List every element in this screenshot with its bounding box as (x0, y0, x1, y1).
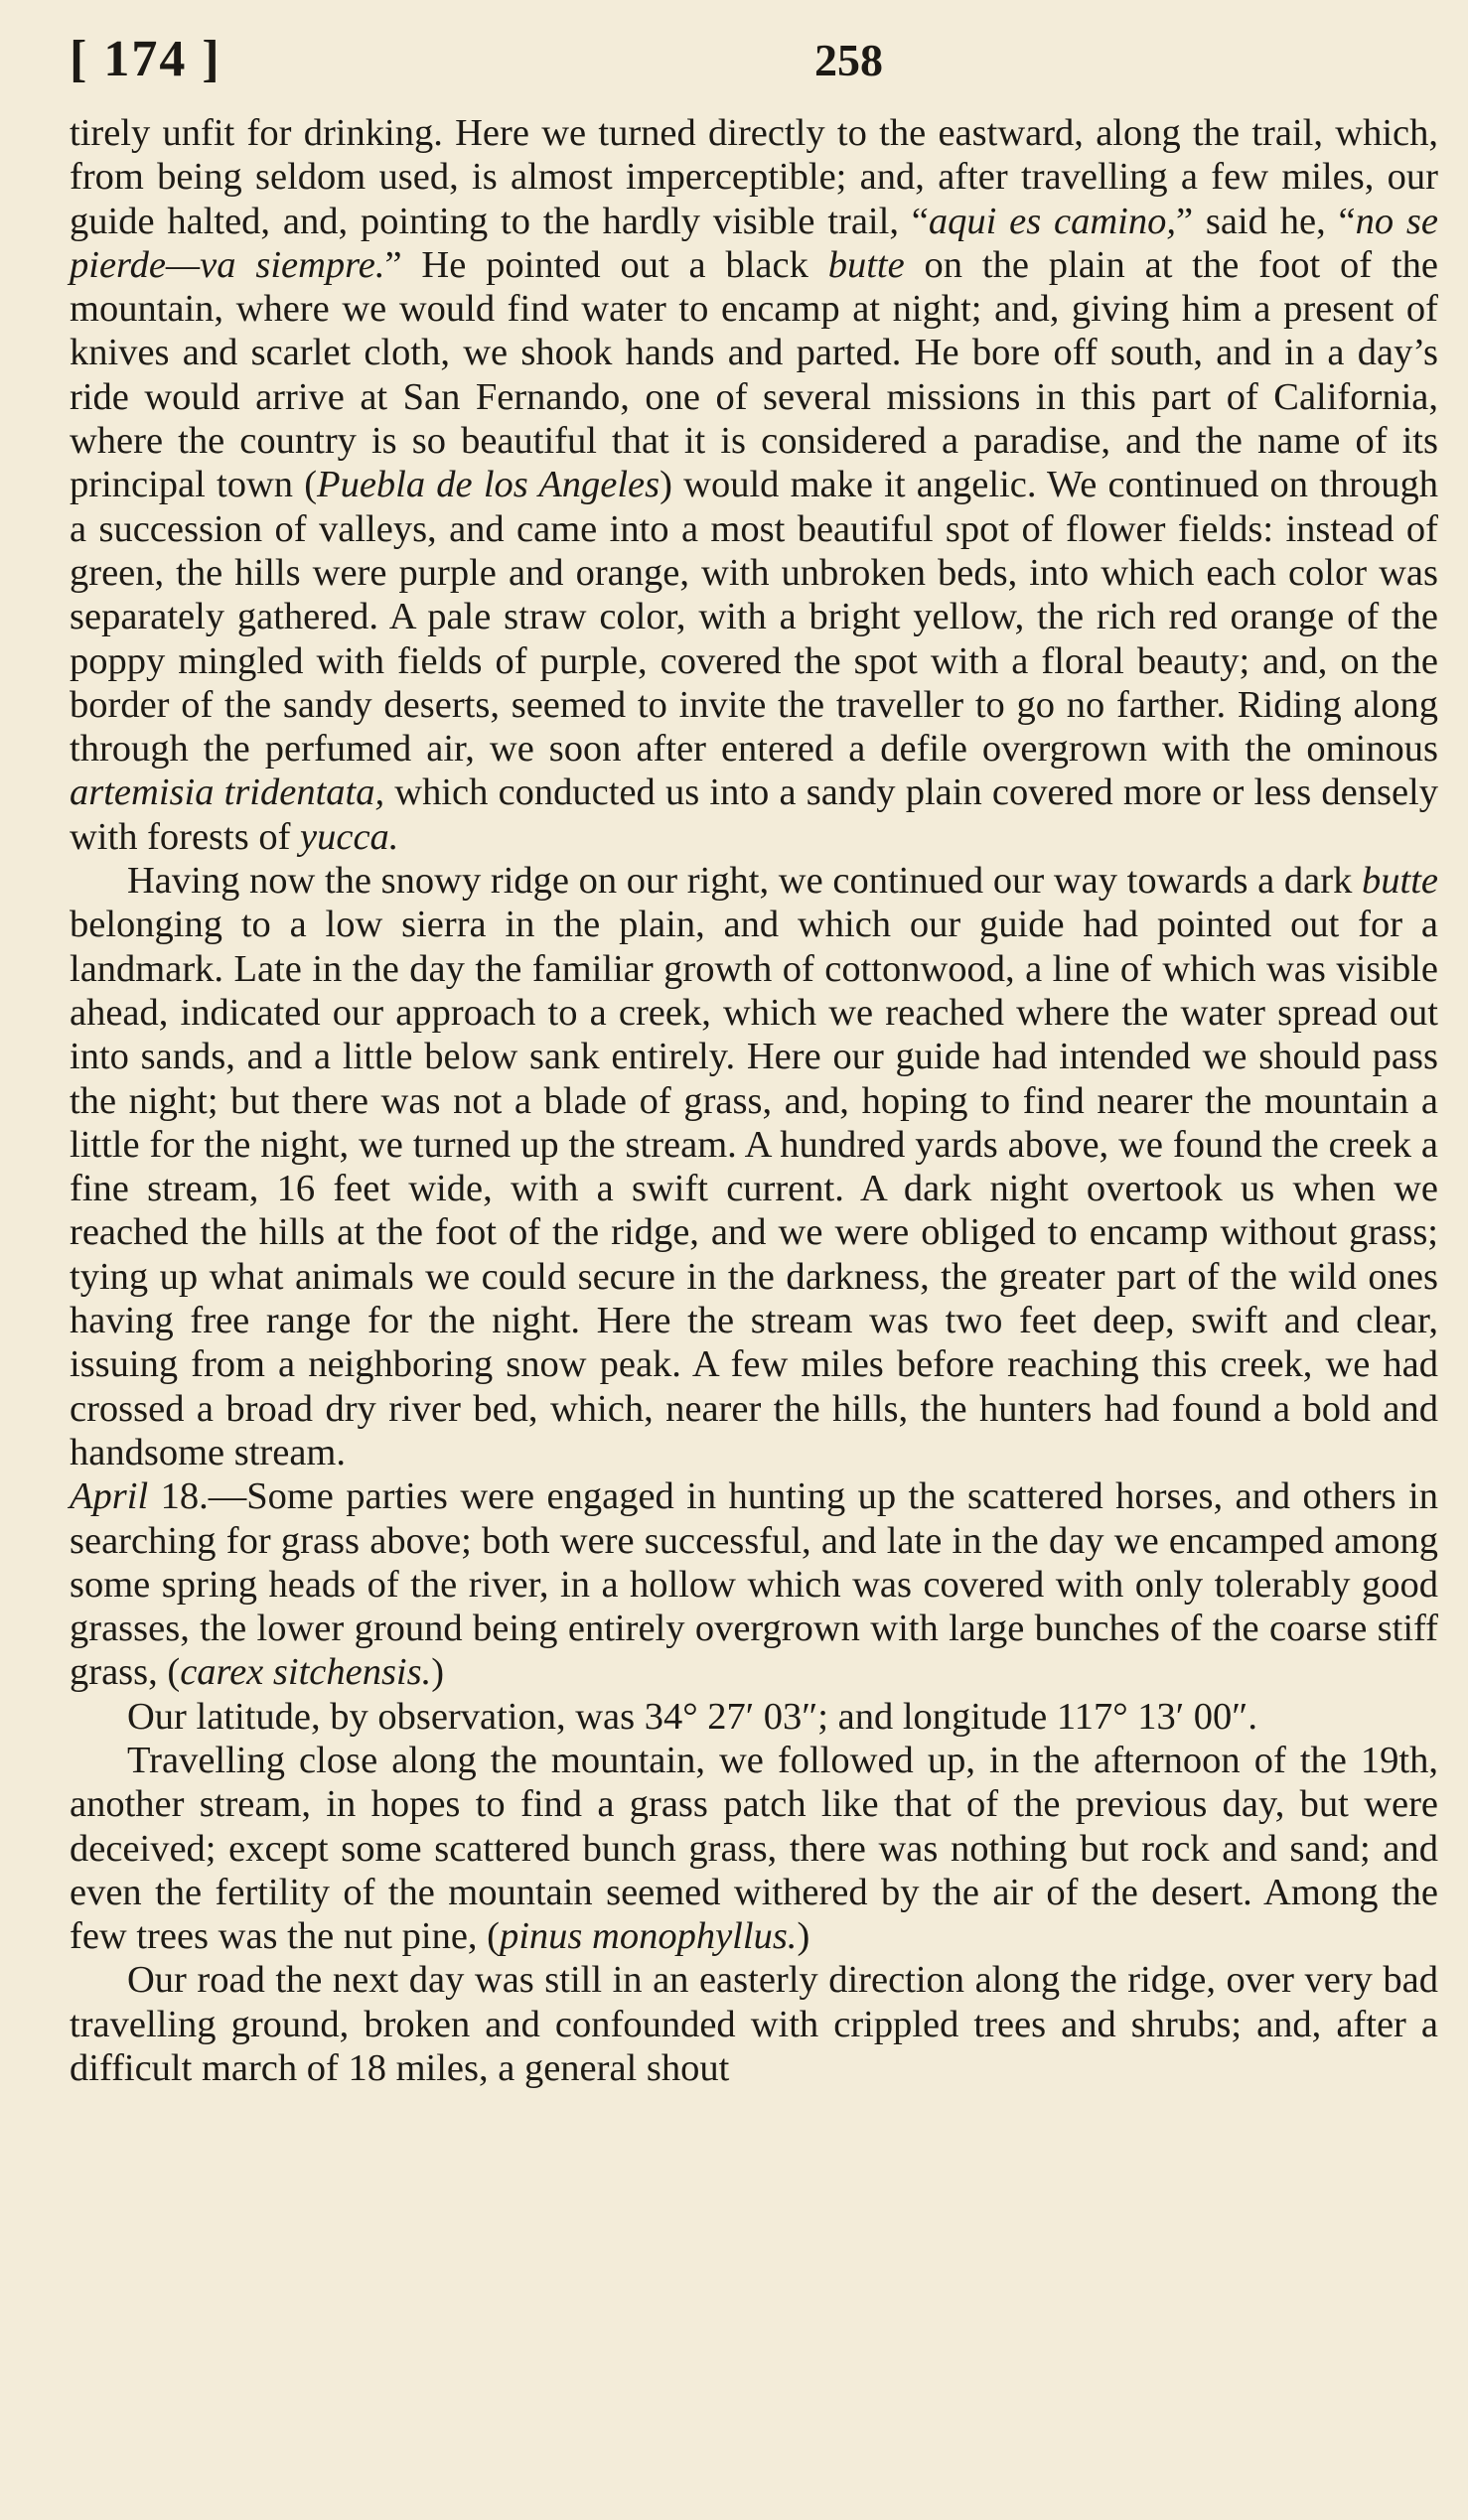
text-run: ) (797, 1915, 810, 1958)
paragraph (70, 1958, 1438, 2090)
italic-run: butte (827, 243, 905, 286)
paragraph (70, 1474, 1438, 1694)
text-run: 18.—Some parties were engaged in hunting up the scattered horses, and others in searching for grass above; both were successful, and late in the day we encamped among some spring heads of the river, in a hollow which was covered with only tolerably good grasses, the lower ground being entirely overgrown with large bunches of the coarse stiff grass, ( (70, 1475, 1438, 1694)
paragraph (70, 1739, 1438, 1958)
italic-run: Puebla de los Angeles (317, 464, 661, 506)
text-run: tirely unfit for drinking. Here we turned directly to the eastward, along the trail, which, from being seldom used, is almost imperceptible; and, after travelling a few miles, our guide halted, and, pointing to the hardly visible trail, “ (70, 112, 1438, 242)
text-run: ” said he, “ (1175, 200, 1356, 242)
page-number: 258 (814, 35, 883, 85)
page-header (70, 26, 1438, 111)
italic-run: butte (1362, 860, 1438, 903)
text-run: Having now the snowy ridge on our right, we continued our way towards a dark (127, 860, 1363, 903)
text-run: belonging to a low sierra in the plain, and which our guide had pointed out for a landmark. Late in the day the familiar growth of cottonwood, a line of which was visible ahead, indicated our approach to a creek, which we reached where the water spread out into sands, and a little below sank entirely. Here our guide had intended we should pass the night; but there was not a blade of grass, and, hoping to find nearer the mountain a little for the night, we turned up the stream. A hundred yards above, we found the creek a fine stream, 16 feet wide, with a swift current. A dark night overtook us when we reached the hills at the foot of the ridge, and we were obliged to encamp without grass; tying up what animals we could secure in the darkness, the greater part of the wild ones having free range for the night. Here the stream was two feet deep, swift and clear, issuing from a neighboring snow peak. A few miles before reaching this creek, we had crossed a broad dry river bed, which, nearer the hills, the hunters had found a bold and handsome stream. (70, 904, 1438, 1473)
text-run: ) would make it angelic. We continued on through a succession of valleys, and came into a most beautiful spot of flower fields: instead of green, the hills were purple and orange, with unbroken beds, into which each color was separately gathered. A pale straw color, with a bright yellow, the rich red orange of the poppy mingled with fields of purple, covered the spot with a floral beauty; and, on the border of the sandy deserts, seemed to invite the traveller to go no farther. Riding along through the perfumed air, we soon after entered a defile overgrown with the ominous (70, 464, 1438, 770)
text-run: on the plain at the foot of the mountain, where we would find water to encamp at night; and, giving him a present of knives and scarlet cloth, we shook hands and parted. He bore off south, and in a day’s ride would arrive at San Fernando, one of several missions in this part of California, where the country is so beautiful that it is considered a paradise, and the name of its principal town ( (70, 243, 1438, 506)
text-run: ” He pointed out a black (384, 243, 828, 286)
text-run: which conducted us into a sandy plain covered more or less densely with forests of (70, 771, 1438, 858)
text-run: Travelling close along the mountain, we followed up, in the afternoon of the 19th, another stream, in hopes to find a grass patch like that of the previous day, but were deceived; except some scattered bunch grass, there was nothing but rock and sand; and even the fertility of the mountain seemed withered by the air of the desert. Among the few trees was the nut pine, ( (70, 1739, 1438, 1958)
paragraph (70, 859, 1438, 1474)
body-text (70, 111, 1438, 2090)
italic-run: carex sitchensis. (180, 1651, 432, 1694)
paragraph (70, 1695, 1438, 1739)
italic-run: artemisia tridentata, (70, 771, 385, 814)
text-run: Our road the next day was still in an easterly direction along the ridge, over very bad travelling ground, broken and confounded with crippled trees and shrubs; and, after a difficult march of 18 miles, a general shout (70, 1959, 1438, 2090)
italic-run: no se pierde—va siempre. (70, 200, 1438, 286)
paragraph (70, 111, 1438, 859)
italic-run: April (70, 1475, 149, 1518)
italic-run: aqui es camino, (928, 200, 1176, 242)
italic-run: yucca. (300, 815, 399, 858)
text-run: Our latitude, by observation, was 34° 27′ 03″; and longitude 117° 13′ 00″. (127, 1695, 1257, 1738)
text-run: ) (431, 1651, 445, 1694)
italic-run: pinus monophyllus. (499, 1915, 798, 1958)
bracketed-page-number: [ 174 ] (70, 31, 221, 87)
